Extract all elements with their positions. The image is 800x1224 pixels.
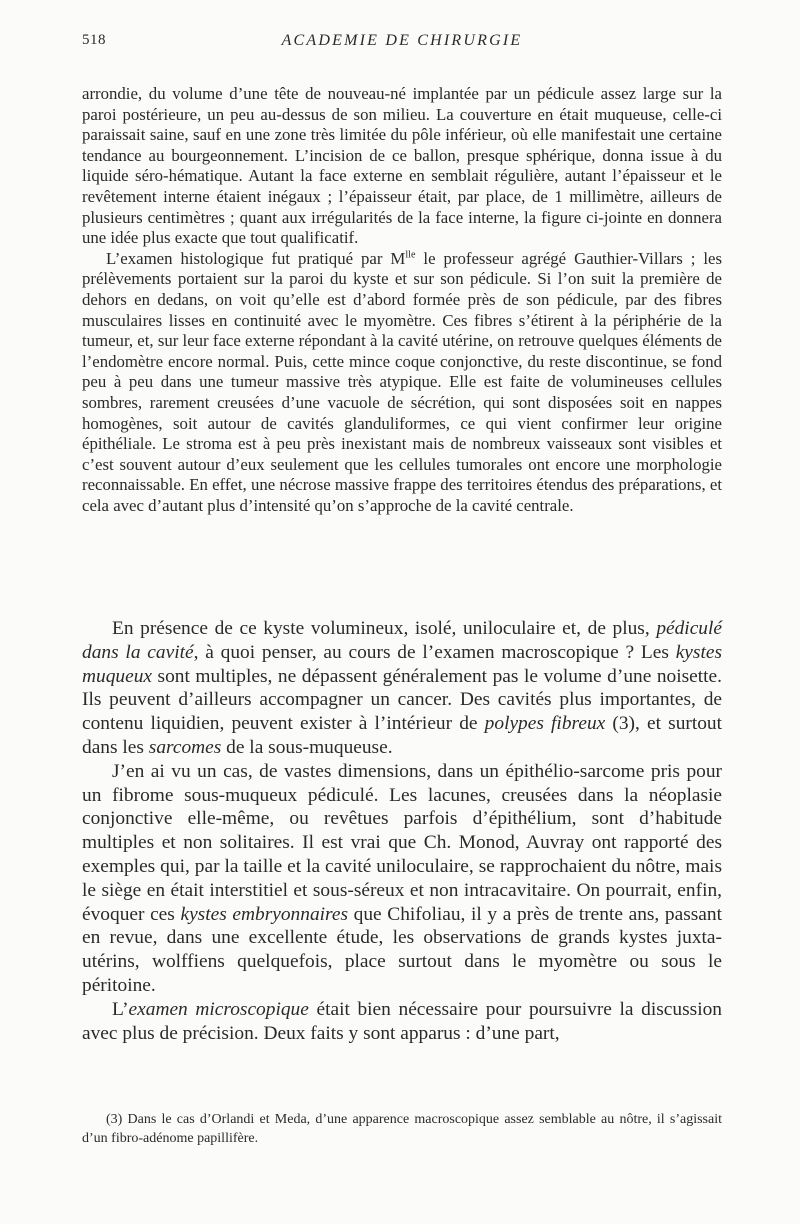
- footnote: [82, 1110, 722, 1148]
- case-report-text: [82, 84, 722, 516]
- page-number: 518: [82, 32, 106, 48]
- discussion-paragraph-1: En présence de ce kyste volumineux, isolé, uniloculaire et, de plus, pédiculé dans la cavité, à quoi penser, au cours de l’examen macroscopique ? Les kystes muqueux sont multiples, ne dépassent généralement pas le volume d’une noisette. Ils peuvent d’ailleurs accompagner un cancer. Des cavités plus importantes, de contenu liquidien, peuvent exister à l’intérieur de polypes fibreux (3), et surtout dans les sarcomes de la sous-muqueuse.: [82, 618, 723, 758]
- case-paragraph-2: L’examen histologique fut pratiqué par $M^{lle}$ le professeur agrégé Gauthier-Villars ; les prélèvements portaient sur la paroi du kyste et sur son pédicule. Si l’on suit la première de dehors en dedans, on voit qu’elle est d’abord formée près de son pédicule, par des fibres musculaires lisses en continuité avec le myomètre. Ces fibres s’étirent à la périphérie de la tumeur, et, sur leur face externe répondant à la cavité utérine, on retrouve quelques éléments de l’endomètre encore normal. Puis, cette mince coque conjonctive, du reste discontinue, se fond peu à peu dans une tumeur massive très atypique. Elle est faite de volumineuses cellules sombres, rarement creusées d’une vacuole de sécrétion, qui sont disposées soit en nappes homogènes, soit autour de cavités glanduliformes, ce qui vient confirmer leur origine épithéliale. Le stroma est à peu près inexistant mais de nombreux vaisseaux sont visibles et c’est souvent autour d’eux seulement que les cellules tumorales ont encore une morphologie reconnaissable. En effet, une nécrose massive frappe des territoires étendus des préparations, et cela avec d’autant plus d’intensité qu’on s’approche de la cavité centrale.: [82, 248, 722, 515]
- discussion-paragraph-3: L’examen microscopique était bien nécessaire pour poursuivre la discussion avec plus de précision. Deux faits y sont apparus : d’une part,: [82, 998, 722, 1044]
- running-head: ACADEMIE DE CHIRURGIE: [281, 32, 523, 49]
- superscript-lle: lle: [405, 249, 416, 261]
- page-header: [82, 32, 722, 56]
- case-paragraph-1: arrondie, du volume d’une tête de nouveau-né implantée par un pédicule assez large sur la paroi postérieure, un peu au-dessus de son milieu. La couverture en était muqueuse, celle-ci paraissait saine, sauf en une zone très limitée du pôle inférieur, où elle manifestait une certaine tendance au bourgeonnement. L’incision de ce ballon, presque sphérique, donna issue à du liquide séro-hématique. Autant la face externe en semblait régulière, autant l’épaisseur et le revêtement interne étaient inégaux ; l’épaisseur était, par place, de 1 millimètre, ailleurs de plusieurs centimètres ; quant aux irrégularités de la face interne, la figure ci-jointe en donnera une idée plus exacte que tout qualificatif.: [82, 84, 722, 248]
- discussion-text: [82, 617, 722, 1045]
- discussion-paragraph-2: J’en ai vu un cas, de vastes dimensions, dans un épithélio-sarcome pris pour un fibrome sous-muqueux pédiculé. Les lacunes, creusées dans la néoplasie conjonctive elle-même, ou revêtues parfois d’épithélium, sont d’habitude multiples et non solitaires. Il est vrai que Ch. Monod, Auvray ont rapporté des exemples qui, par la taille et la cavité uniloculaire, se rapprochaient du nôtre, mais le siège en était interstitiel et sous-séreux et non intracavitaire. On pourrait, enfin, évoquer ces kystes embryonnaires que Chifoliau, il y a près de trente ans, passant en revue, dans une excellente étude, les observations de grands kystes juxta-utérins, wolffiens quelquefois, place surtout dans le myomètre ou sous le péritoine.: [82, 760, 722, 996]
- footnote-3: (3) Dans le cas d’Orlandi et Meda, d’une apparence macroscopique assez semblable au nôtre, il s’agissait d’un fibro-adénome papillifère.: [82, 1112, 722, 1146]
